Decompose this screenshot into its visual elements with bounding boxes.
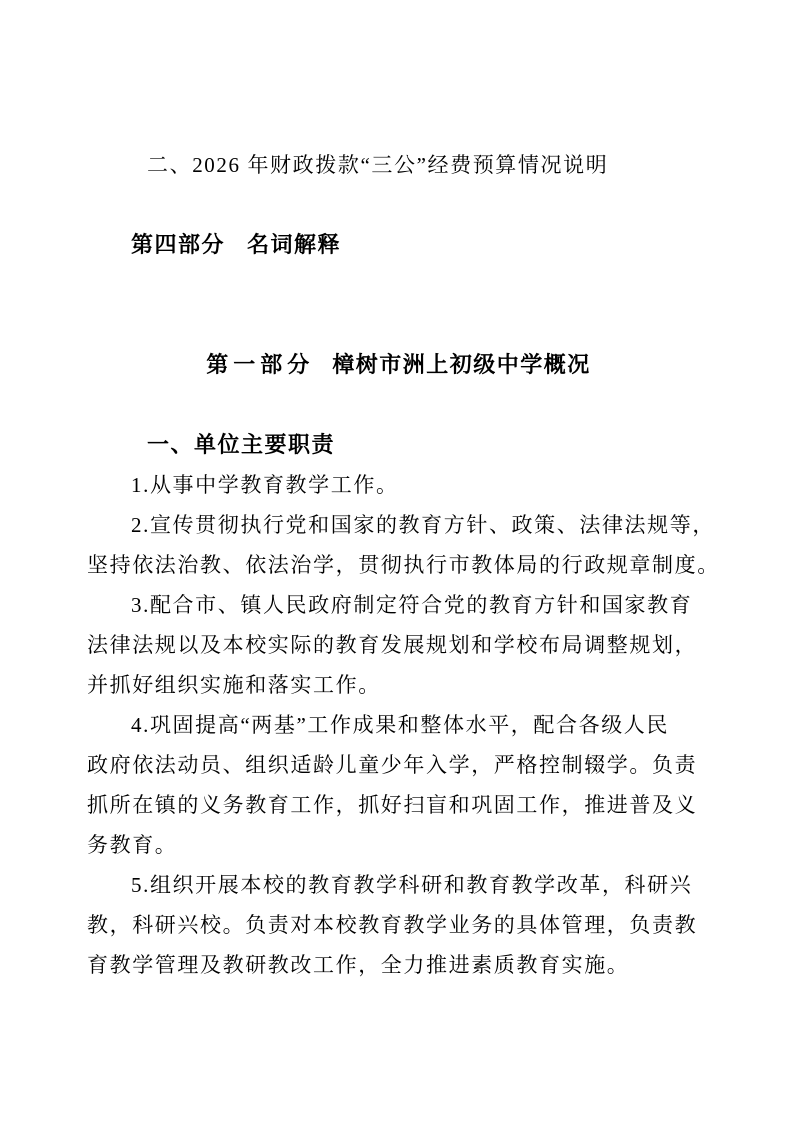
body-line: 法律法规以及本校实际的教育发展规划和学校布局调整规划， [87,633,698,657]
body-line: 坚持依法治教、依法治学，贯彻执行市教体局的行政规章制度。 [87,553,720,577]
body-line: 1.从事中学教育教学工作。 [131,473,399,497]
paragraph-1 [87,465,710,505]
body-line: 务教育。 [87,833,178,857]
section4-heading-label: 第四部分 [131,232,226,257]
body-line: 教，科研兴校。负责对本校教育教学业务的具体管理，负责教 [87,913,698,937]
blank-line [87,185,710,225]
part1-heading-label: 第一部分 [206,352,315,377]
body-line: 2.宣传贯彻执行党和国家的教育方针、政策、法律法规等， [131,513,715,537]
body-line: 3.配合市、镇人民政府制定符合党的教育方针和国家教育 [131,593,693,617]
blank-lines [87,265,710,345]
section4-heading-title: 名词解释 [247,232,342,257]
body-line: 抓所在镇的义务教育工作，抓好扫盲和巩固工作，推进普及义 [87,793,698,817]
subsection-heading: 一、单位主要职责 [147,432,336,457]
paragraph-5 [87,865,710,985]
body-line: 育教学管理及教研教改工作，全力推进素质教育实施。 [87,953,630,977]
blank-line [87,385,710,425]
toc-entry: 二、2026 年财政拨款“三公”经费预算情况说明 [147,153,609,177]
paragraph-4 [87,705,710,865]
body-line: 政府依法动员、组织适龄儿童少年入学，严格控制辍学。负责 [87,753,698,777]
part1-heading [87,345,710,385]
body-line: 5.组织开展本校的教育教学科研和教育教学改革，科研兴 [131,873,693,897]
paragraph-3 [87,585,710,705]
part1-heading-title: 樟树市洲上初级中学概况 [332,352,591,377]
section4-heading [87,225,710,265]
paragraph-2 [87,505,720,585]
body-line: 并抓好组织实施和落实工作。 [87,673,381,697]
body-line: 4.巩固提高“两基”工作成果和整体水平，配合各级人民 [131,713,669,737]
